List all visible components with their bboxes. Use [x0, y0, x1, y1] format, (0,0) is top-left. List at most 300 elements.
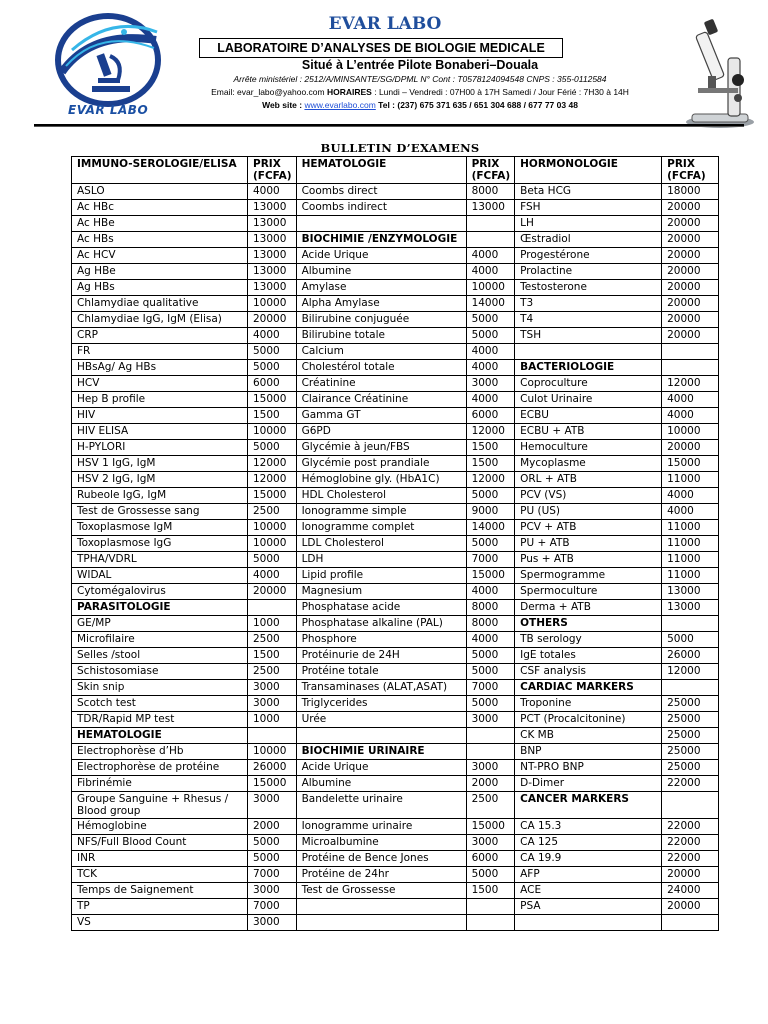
table-row: [72, 600, 719, 616]
evar-labo-logo: [52, 10, 162, 118]
lab-location: Situé à L’entrée Pilote Bonaberi–Douala: [301, 58, 539, 72]
table-row: [72, 392, 719, 408]
price-col3: 15000: [662, 456, 719, 472]
price-col2: 5000: [466, 648, 515, 664]
exam-name-col1: Groupe Sanguine + Rhesus / Blood group: [72, 792, 248, 819]
price-col2: 2500: [466, 792, 515, 819]
exam-name-col2: Ionogramme simple: [296, 504, 466, 520]
price-col1: 10000: [248, 520, 297, 536]
exam-name-col3: Derma + ATB: [515, 600, 662, 616]
price-col3: 20000: [662, 280, 719, 296]
price-col2: [466, 216, 515, 232]
price-col2: 4000: [466, 264, 515, 280]
price-col3: 12000: [662, 664, 719, 680]
table-row: [72, 883, 719, 899]
exam-name-col3: PCV (VS): [515, 488, 662, 504]
exam-name-col1: Scotch test: [72, 696, 248, 712]
section-heading: CANCER MARKERS: [515, 792, 662, 819]
table-row: [72, 488, 719, 504]
exam-name-col3: LH: [515, 216, 662, 232]
table-row: [72, 296, 719, 312]
exam-name-col2: LDH: [296, 552, 466, 568]
table-row: [72, 712, 719, 728]
exam-name-col3: TSH: [515, 328, 662, 344]
exam-name-col3: CSF analysis: [515, 664, 662, 680]
price-col2: 3000: [466, 835, 515, 851]
header-price-2: PRIX (FCFA): [466, 157, 515, 184]
exam-name-col3: D-Dimer: [515, 776, 662, 792]
price-col3: 20000: [662, 232, 719, 248]
table-row: [72, 504, 719, 520]
price-col3: 22000: [662, 776, 719, 792]
exam-name-col3: CA 125: [515, 835, 662, 851]
table-row: [72, 312, 719, 328]
table-row: [72, 360, 719, 376]
table-row: [72, 280, 719, 296]
lab-subtitle: LABORATOIRE D’ANALYSES DE BIOLOGIE MEDICALE: [199, 38, 563, 58]
price-col1: 6000: [248, 376, 297, 392]
price-col1: 2500: [248, 504, 297, 520]
price-col1: 5000: [248, 835, 297, 851]
price-col1: 2000: [248, 819, 297, 835]
exam-name-col1: Hep B profile: [72, 392, 248, 408]
price-col2: 14000: [466, 296, 515, 312]
price-col2: 7000: [466, 680, 515, 696]
exam-name-col2: Ionogramme complet: [296, 520, 466, 536]
price-col2: 6000: [466, 851, 515, 867]
exam-name-col3: Œstradiol: [515, 232, 662, 248]
price-col1: 13000: [248, 216, 297, 232]
price-col3: 20000: [662, 867, 719, 883]
exam-name-col2: Triglycerides: [296, 696, 466, 712]
price-col1: 13000: [248, 264, 297, 280]
price-col1: 3000: [248, 883, 297, 899]
exam-name-col2: Hémoglobine gly. (HbA1C): [296, 472, 466, 488]
decree-text: Arrête ministériel : 2512/A/MINSANTE/SG/DPML N° Cont : T0578124094548 CNPS : 355-0112584: [233, 74, 607, 84]
price-col1: 3000: [248, 792, 297, 819]
price-col1: 5000: [248, 360, 297, 376]
exam-name-col1: Ac HBe: [72, 216, 248, 232]
exam-name-col2: G6PD: [296, 424, 466, 440]
exam-name-col2: Bilirubine totale: [296, 328, 466, 344]
exam-name-col1: GE/MP: [72, 616, 248, 632]
price-col2: 10000: [466, 280, 515, 296]
table-row: [72, 328, 719, 344]
price-col3: 20000: [662, 216, 719, 232]
price-col1: 15000: [248, 776, 297, 792]
price-col2: 1500: [466, 883, 515, 899]
exam-name-col1: Temps de Saignement: [72, 883, 248, 899]
price-col1: 4000: [248, 568, 297, 584]
exam-name-col2: Cholestérol totale: [296, 360, 466, 376]
price-col3: 12000: [662, 376, 719, 392]
table-row: [72, 835, 719, 851]
price-col2: 1500: [466, 440, 515, 456]
exam-name-col2: Phosphore: [296, 632, 466, 648]
exam-name-col1: HCV: [72, 376, 248, 392]
price-col1: 10000: [248, 536, 297, 552]
exam-name-col1: Ag HBe: [72, 264, 248, 280]
exam-name-col3: ECBU: [515, 408, 662, 424]
exam-name-col1: NFS/Full Blood Count: [72, 835, 248, 851]
price-col3: 18000: [662, 184, 719, 200]
exam-name-col3: PCV + ATB: [515, 520, 662, 536]
table-row: [72, 899, 719, 915]
price-col3: 4000: [662, 504, 719, 520]
table-row: [72, 664, 719, 680]
exam-name-col1: HIV: [72, 408, 248, 424]
table-row: [72, 680, 719, 696]
price-col1: [248, 728, 297, 744]
table-row: [72, 568, 719, 584]
price-col1: 10000: [248, 296, 297, 312]
price-col2: 15000: [466, 819, 515, 835]
exam-name-col1: Skin snip: [72, 680, 248, 696]
price-col1: 13000: [248, 232, 297, 248]
price-col2: 3000: [466, 712, 515, 728]
logo-text: EVAR LABO: [68, 103, 149, 117]
exam-name-col2: Ionogramme urinaire: [296, 819, 466, 835]
exam-name-col3: PU + ATB: [515, 536, 662, 552]
email-text: Email: evar_labo@yahoo.com: [211, 87, 325, 97]
exam-name-col3: [515, 915, 662, 931]
price-col1: 7000: [248, 899, 297, 915]
exam-name-col1: Electrophorèse d’Hb: [72, 744, 248, 760]
price-col3: [662, 616, 719, 632]
price-col3: 13000: [662, 600, 719, 616]
price-col1: 5000: [248, 344, 297, 360]
section-heading: BACTERIOLOGIE: [515, 360, 662, 376]
price-col1: 3000: [248, 915, 297, 931]
website-link[interactable]: www.evarlabo.com: [304, 100, 376, 110]
price-col1: 15000: [248, 392, 297, 408]
web-phone-line: [150, 100, 690, 110]
exam-name-col1: Ac HBc: [72, 200, 248, 216]
exam-name-col2: Calcium: [296, 344, 466, 360]
price-col3: 20000: [662, 312, 719, 328]
phone-text: Tel : (237) 675 371 635 / 651 304 688 / 677 77 03 48: [378, 100, 578, 110]
exam-name-col1: Microfilaire: [72, 632, 248, 648]
table-row: [72, 632, 719, 648]
exam-name-col1: Test de Grossesse sang: [72, 504, 248, 520]
microscope-icon: [678, 18, 758, 130]
price-col2: 5000: [466, 696, 515, 712]
exam-name-col2: [296, 899, 466, 915]
exam-name-col1: Chlamydiae IgG, IgM (Elisa): [72, 312, 248, 328]
exam-name-col1: TPHA/VDRL: [72, 552, 248, 568]
exam-name-col1: HIV ELISA: [72, 424, 248, 440]
exam-name-col2: Protéine de 24hr: [296, 867, 466, 883]
table-row: [72, 408, 719, 424]
price-col3: 20000: [662, 296, 719, 312]
exam-name-col1: Electrophorèse de protéine: [72, 760, 248, 776]
header-price-3: PRIX (FCFA): [662, 157, 719, 184]
ministerial-decree: [150, 74, 690, 84]
price-col2: 4000: [466, 248, 515, 264]
exam-name-col2: Magnesium: [296, 584, 466, 600]
exam-name-col1: WIDAL: [72, 568, 248, 584]
exam-name-col2: Microalbumine: [296, 835, 466, 851]
letterhead: [0, 0, 768, 140]
exam-name-col1: FR: [72, 344, 248, 360]
exam-name-col2: Acide Urique: [296, 760, 466, 776]
price-col3: 20000: [662, 264, 719, 280]
exam-name-col1: HSV 1 IgG, IgM: [72, 456, 248, 472]
table-row: [72, 216, 719, 232]
exam-name-col1: Rubeole IgG, IgM: [72, 488, 248, 504]
exam-name-col3: FSH: [515, 200, 662, 216]
price-col3: [662, 915, 719, 931]
header-hormonologie: HORMONOLOGIE: [515, 157, 662, 184]
lab-title: EVAR LABO: [328, 14, 442, 34]
price-col2: 5000: [466, 488, 515, 504]
exam-name-col1: TDR/Rapid MP test: [72, 712, 248, 728]
header-hematologie: HEMATOLOGIE: [296, 157, 466, 184]
price-col1: 3000: [248, 680, 297, 696]
price-col3: 26000: [662, 648, 719, 664]
price-col2: 4000: [466, 584, 515, 600]
exam-name-col1: Ac HCV: [72, 248, 248, 264]
section-heading: BIOCHIMIE /ENZYMOLOGIE: [296, 232, 466, 248]
exam-name-col3: Spermogramme: [515, 568, 662, 584]
table-header-row: [72, 157, 719, 184]
price-col3: 25000: [662, 712, 719, 728]
exam-name-col3: Progestérone: [515, 248, 662, 264]
price-col3: 25000: [662, 696, 719, 712]
exam-name-col1: Ac HBs: [72, 232, 248, 248]
price-col1: 5000: [248, 440, 297, 456]
hours-label: HORAIRES: [326, 87, 372, 97]
price-col2: 9000: [466, 504, 515, 520]
table-row: [72, 344, 719, 360]
exam-name-col3: T3: [515, 296, 662, 312]
price-col2: 5000: [466, 664, 515, 680]
price-col2: [466, 744, 515, 760]
exam-name-col3: PCT (Procalcitonine): [515, 712, 662, 728]
price-col1: 15000: [248, 488, 297, 504]
exam-name-col2: Albumine: [296, 264, 466, 280]
price-col2: 4000: [466, 360, 515, 376]
table-row: [72, 232, 719, 248]
price-col3: 20000: [662, 248, 719, 264]
exam-name-col1: Chlamydiae qualitative: [72, 296, 248, 312]
exam-name-col1: TCK: [72, 867, 248, 883]
exam-name-col2: Alpha Amylase: [296, 296, 466, 312]
exam-name-col1: CRP: [72, 328, 248, 344]
price-col1: 4000: [248, 184, 297, 200]
exam-name-col2: Gamma GT: [296, 408, 466, 424]
table-row: [72, 200, 719, 216]
exam-name-col1: HBsAg/ Ag HBs: [72, 360, 248, 376]
exam-name-col2: Créatinine: [296, 376, 466, 392]
exam-name-col2: Phosphatase alkaline (PAL): [296, 616, 466, 632]
exam-name-col2: Lipid profile: [296, 568, 466, 584]
table-row: [72, 851, 719, 867]
exam-name-col1: TP: [72, 899, 248, 915]
table-row: [72, 915, 719, 931]
table-row: [72, 248, 719, 264]
exam-name-col3: AFP: [515, 867, 662, 883]
price-col3: 20000: [662, 440, 719, 456]
price-col1: 12000: [248, 472, 297, 488]
price-col3: 22000: [662, 835, 719, 851]
price-col3: 11000: [662, 520, 719, 536]
table-row: [72, 728, 719, 744]
exam-name-col3: ECBU + ATB: [515, 424, 662, 440]
exam-name-col3: NT-PRO BNP: [515, 760, 662, 776]
price-col3: 4000: [662, 392, 719, 408]
price-col3: [662, 792, 719, 819]
exam-name-col3: CA 19.9: [515, 851, 662, 867]
price-col3: 11000: [662, 472, 719, 488]
table-row: [72, 472, 719, 488]
exam-name-col2: Acide Urique: [296, 248, 466, 264]
table-row: [72, 536, 719, 552]
exam-name-col3: ORL + ATB: [515, 472, 662, 488]
table-row: [72, 552, 719, 568]
table-row: [72, 424, 719, 440]
price-col3: [662, 680, 719, 696]
price-col1: 13000: [248, 200, 297, 216]
price-col2: 13000: [466, 200, 515, 216]
header-divider: [34, 124, 744, 127]
price-col2: 14000: [466, 520, 515, 536]
exam-name-col2: [296, 728, 466, 744]
exam-name-col3: PSA: [515, 899, 662, 915]
exam-name-col2: [296, 915, 466, 931]
exam-name-col3: Troponine: [515, 696, 662, 712]
price-col3: 11000: [662, 536, 719, 552]
exam-name-col1: Ag HBs: [72, 280, 248, 296]
price-col2: 3000: [466, 760, 515, 776]
exam-name-col3: Coproculture: [515, 376, 662, 392]
price-col1: 4000: [248, 328, 297, 344]
table-row: [72, 867, 719, 883]
price-col1: 1000: [248, 616, 297, 632]
price-col1: 20000: [248, 312, 297, 328]
price-col1: 5000: [248, 552, 297, 568]
exam-name-col1: ASLO: [72, 184, 248, 200]
exam-name-col1: Cytomégalovirus: [72, 584, 248, 600]
exam-price-table: [71, 156, 719, 931]
exam-name-col2: Test de Grossesse: [296, 883, 466, 899]
price-col2: 3000: [466, 376, 515, 392]
exam-name-col3: PU (US): [515, 504, 662, 520]
table-row: [72, 440, 719, 456]
price-col3: 4000: [662, 488, 719, 504]
exam-name-col2: Phosphatase acide: [296, 600, 466, 616]
price-col3: 10000: [662, 424, 719, 440]
exam-name-col2: [296, 216, 466, 232]
exam-name-col3: CK MB: [515, 728, 662, 744]
price-col1: 2500: [248, 664, 297, 680]
price-col3: [662, 344, 719, 360]
exam-name-col2: Coombs direct: [296, 184, 466, 200]
price-col2: 1500: [466, 456, 515, 472]
exam-name-col1: Fibrinémie: [72, 776, 248, 792]
exam-name-col3: Prolactine: [515, 264, 662, 280]
price-col3: 24000: [662, 883, 719, 899]
exam-name-col1: INR: [72, 851, 248, 867]
exam-name-col3: Culot Urinaire: [515, 392, 662, 408]
price-col1: 26000: [248, 760, 297, 776]
price-col3: [662, 360, 719, 376]
section-heading: CARDIAC MARKERS: [515, 680, 662, 696]
table-row: [72, 616, 719, 632]
price-col2: [466, 899, 515, 915]
exam-name-col3: Pus + ATB: [515, 552, 662, 568]
price-col2: 5000: [466, 867, 515, 883]
section-heading: BIOCHIMIE URINAIRE: [296, 744, 466, 760]
exam-name-col1: VS: [72, 915, 248, 931]
exam-name-col2: Protéinurie de 24H: [296, 648, 466, 664]
price-col2: [466, 728, 515, 744]
exam-name-col3: IgE totales: [515, 648, 662, 664]
price-col3: 25000: [662, 744, 719, 760]
exam-name-col1: Toxoplasmose IgM: [72, 520, 248, 536]
exam-name-col1: Selles /stool: [72, 648, 248, 664]
exam-name-col3: ACE: [515, 883, 662, 899]
price-col3: 13000: [662, 584, 719, 600]
exam-name-col1: H-PYLORI: [72, 440, 248, 456]
price-col2: 15000: [466, 568, 515, 584]
exam-name-col3: BNP: [515, 744, 662, 760]
price-col2: 5000: [466, 312, 515, 328]
price-col2: [466, 915, 515, 931]
price-col3: 20000: [662, 899, 719, 915]
header-immuno-serologie: IMMUNO-SEROLOGIE/ELISA: [72, 157, 248, 184]
exam-name-col2: Protéine de Bence Jones: [296, 851, 466, 867]
hours-text: : Lundi – Vendredi : 07H00 à 17H Samedi / Jour Férié : 7H30 à 14H: [374, 87, 629, 97]
price-col3: 25000: [662, 760, 719, 776]
exam-name-col3: Mycoplasme: [515, 456, 662, 472]
section-heading: PARASITOLOGIE: [72, 600, 248, 616]
price-col1: 10000: [248, 744, 297, 760]
price-col3: 11000: [662, 552, 719, 568]
table-row: [72, 584, 719, 600]
table-row: [72, 819, 719, 835]
price-col2: [466, 232, 515, 248]
table-row: [72, 520, 719, 536]
price-col3: 20000: [662, 328, 719, 344]
exam-name-col2: Amylase: [296, 280, 466, 296]
section-heading: OTHERS: [515, 616, 662, 632]
price-col3: 20000: [662, 200, 719, 216]
price-col1: 10000: [248, 424, 297, 440]
exam-name-col3: Hemoculture: [515, 440, 662, 456]
table-row: [72, 456, 719, 472]
price-col1: 1500: [248, 648, 297, 664]
price-col3: 11000: [662, 568, 719, 584]
price-col3: 22000: [662, 819, 719, 835]
exam-name-col1: Hémoglobine: [72, 819, 248, 835]
table-row: [72, 744, 719, 760]
table-row: [72, 376, 719, 392]
price-col3: 4000: [662, 408, 719, 424]
price-col1: 13000: [248, 280, 297, 296]
price-col3: 22000: [662, 851, 719, 867]
price-col1: 13000: [248, 248, 297, 264]
price-col1: 20000: [248, 584, 297, 600]
table-row: [72, 184, 719, 200]
exam-name-col2: Bandelette urinaire: [296, 792, 466, 819]
price-col2: 12000: [466, 424, 515, 440]
exam-name-col2: LDL Cholesterol: [296, 536, 466, 552]
exam-name-col3: [515, 344, 662, 360]
bulletin-title: BULLETIN D’EXAMENS: [320, 141, 480, 155]
exam-name-col2: Clairance Créatinine: [296, 392, 466, 408]
price-col1: 2500: [248, 632, 297, 648]
